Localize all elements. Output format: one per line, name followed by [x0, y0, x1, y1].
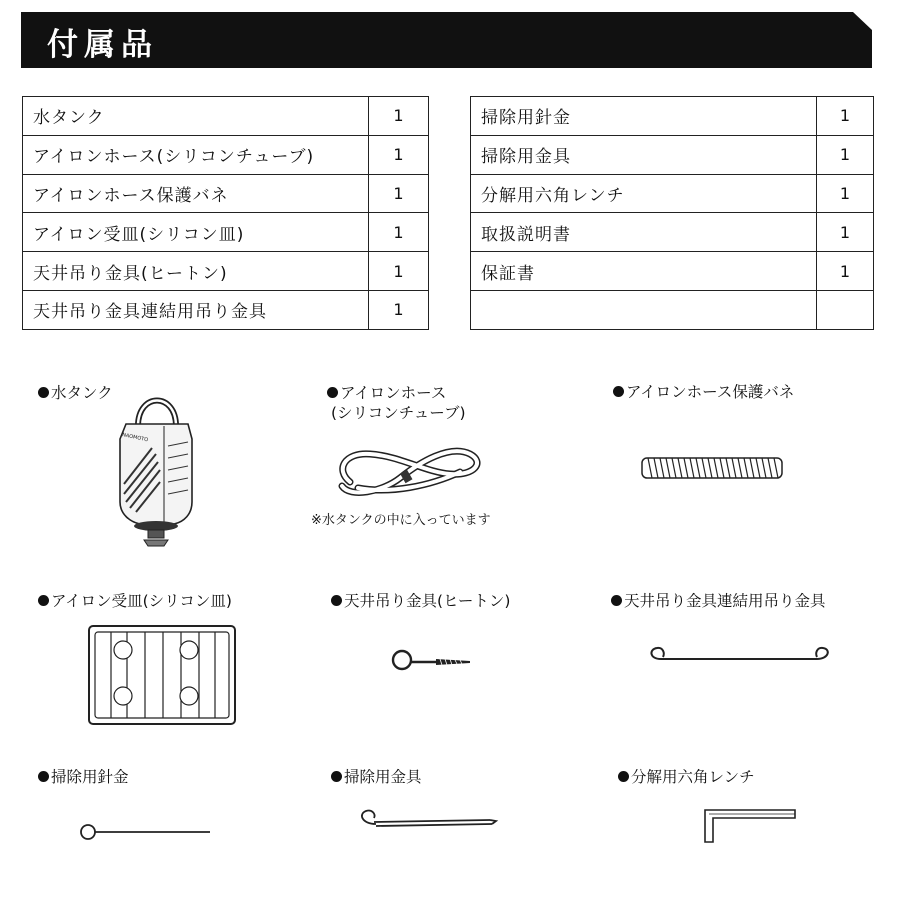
table-row [23, 174, 429, 213]
iron-tray-illustration [87, 624, 237, 726]
part-qty: 1 [817, 252, 874, 291]
bullet-icon [618, 771, 629, 782]
part-name: 掃除用金具 [471, 135, 817, 174]
table-row [471, 213, 874, 252]
part-qty: 1 [369, 213, 429, 252]
spring-illustration [640, 454, 785, 484]
table-row [23, 252, 429, 291]
part-name: 保証書 [471, 252, 817, 291]
water-tank-label [38, 383, 113, 403]
iron-tray-label-text: アイロン受皿(シリコン皿) [51, 592, 232, 610]
bullet-icon [331, 595, 342, 606]
hex-wrench-illustration [703, 808, 798, 844]
iron-hose-label [327, 383, 446, 403]
cleaning-tool-label [331, 767, 422, 787]
table-row [471, 135, 874, 174]
iron-hose-label-sub: (シリコンチューブ) [331, 404, 466, 422]
part-qty: 1 [369, 174, 429, 213]
iron-tray-label [38, 591, 232, 611]
tank-brand-text: NAOMOTO [121, 432, 149, 444]
bullet-icon [38, 595, 49, 606]
part-qty [817, 290, 874, 329]
water-tank-label-text: 水タンク [51, 384, 113, 402]
iron-hose-label-line1: アイロンホース [340, 384, 447, 402]
part-qty: 1 [817, 97, 874, 136]
bullet-icon [38, 387, 49, 398]
table-row [23, 213, 429, 252]
cleaning-wire-illustration [78, 822, 213, 842]
hose-spring-label-text: アイロンホース保護バネ [626, 383, 795, 401]
part-qty: 1 [369, 252, 429, 291]
part-name: 天井吊り金具(ヒートン) [23, 252, 369, 291]
part-qty: 1 [817, 135, 874, 174]
parts-table-left [22, 96, 429, 330]
part-name: アイロン受皿(シリコン皿) [23, 213, 369, 252]
bullet-icon [331, 771, 342, 782]
table-row [23, 135, 429, 174]
bullet-icon [613, 386, 624, 397]
ceiling-hook-label [331, 591, 510, 611]
ceiling-hook-illustration [390, 648, 475, 674]
bullet-icon [611, 595, 622, 606]
ceiling-hook-label-text: 天井吊り金具(ヒートン) [344, 592, 511, 610]
part-qty: 1 [817, 174, 874, 213]
part-qty: 1 [817, 213, 874, 252]
cleaning-tool-label-text: 掃除用金具 [344, 768, 422, 786]
section-header [21, 12, 872, 68]
bullet-icon [38, 771, 49, 782]
parts-table-right [470, 96, 874, 330]
part-qty: 1 [369, 97, 429, 136]
cleaning-tool-illustration [354, 806, 499, 832]
part-name: アイロンホース(シリコンチューブ) [23, 135, 369, 174]
part-name [471, 290, 817, 329]
iron-hose-illustration [330, 442, 490, 504]
part-name: 掃除用針金 [471, 97, 817, 136]
hose-spring-label [613, 382, 794, 402]
hex-wrench-label-text: 分解用六角レンチ [631, 768, 755, 786]
part-qty: 1 [369, 135, 429, 174]
part-name: 分解用六角レンチ [471, 174, 817, 213]
table-row [23, 97, 429, 136]
hex-wrench-label [618, 767, 755, 787]
cleaning-wire-label [38, 767, 129, 787]
part-name: 水タンク [23, 97, 369, 136]
iron-hose-note: ※水タンクの中に入っています [311, 513, 491, 528]
cleaning-wire-label-text: 掃除用針金 [51, 768, 129, 786]
section-title: 付属品 [47, 27, 158, 63]
part-qty: 1 [369, 290, 429, 329]
connector-hook-label [611, 591, 826, 611]
table-row [471, 290, 874, 329]
part-name: 取扱説明書 [471, 213, 817, 252]
table-row [471, 97, 874, 136]
table-row [471, 252, 874, 291]
connector-hook-illustration [645, 645, 835, 669]
table-row [23, 290, 429, 329]
connector-hook-label-text: 天井吊り金具連結用吊り金具 [624, 592, 826, 610]
part-name: 天井吊り金具連結用吊り金具 [23, 290, 369, 329]
table-row [471, 174, 874, 213]
part-name: アイロンホース保護バネ [23, 174, 369, 213]
bullet-icon [327, 387, 338, 398]
water-tank-illustration [108, 384, 203, 559]
